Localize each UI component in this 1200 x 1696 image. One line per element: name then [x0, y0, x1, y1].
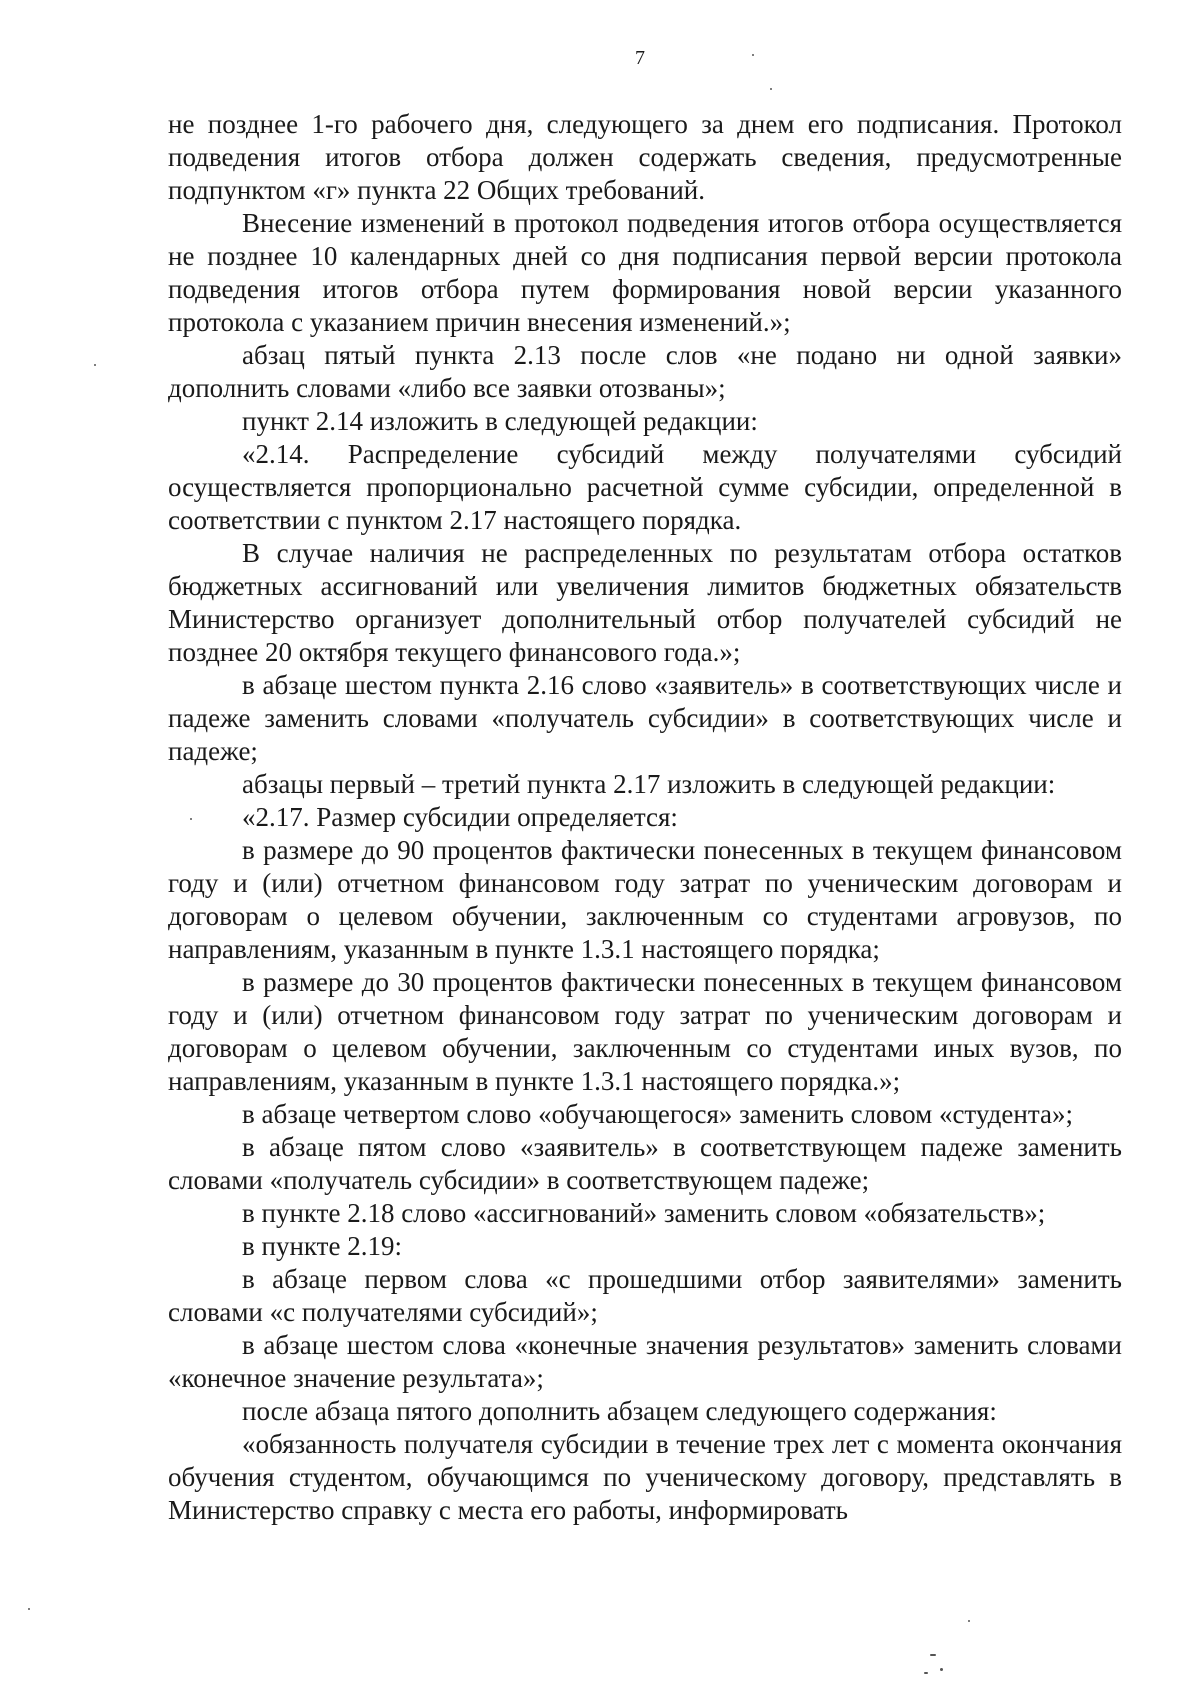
scan-speck [930, 1654, 936, 1656]
scan-speck [924, 1672, 928, 1674]
paragraph: в абзаце пятом слово «заявитель» в соответствующем падеже заменить словами «получатель субсидии» в соответствующем падеже; [168, 1132, 1122, 1195]
paragraph: не позднее 1-го рабочего дня, следующего за днем его подписания. Протокол подведения итогов отбора должен содержать сведения, предусмотренные подпунктом «г» пункта 22 Общих требований. [168, 109, 1122, 205]
scan-speck [28, 1608, 30, 1610]
paragraph: Внесение изменений в протокол подведения итогов отбора осуществляется не позднее 10 календарных дней со дня подписания первой версии протокола подведения итогов отбора путем формирования новой версии указанного протокола с указанием причин внесения изменений.»; [168, 208, 1122, 337]
paragraph: в абзаце первом слова «с прошедшими отбор заявителями» заменить словами «с получателями субсидий»; [168, 1264, 1122, 1327]
paragraph: после абзаца пятого дополнить абзацем следующего содержания: [242, 1396, 997, 1426]
scan-speck [770, 88, 772, 90]
scan-speck [190, 818, 192, 820]
scan-speck [940, 1668, 943, 1671]
page-number: 7 [635, 47, 645, 69]
paragraph: в абзаце четвертом слово «обучающегося» заменить словом «студента»; [242, 1099, 1073, 1129]
paragraph: «2.17. Размер субсидии определяется: [242, 802, 678, 832]
paragraph: в размере до 30 процентов фактически понесенных в текущем финансовом году и (или) отчетном финансовом году затрат по ученическим договорам и договорам о целевом обучении, заключенным со студентами иных вузов, по направлениям, указанным в пункте 1.3.1 настоящего порядка.»; [168, 967, 1122, 1096]
paragraph: «2.14. Распределение субсидий между получателями субсидий осуществляется пропорционально расчетной сумме субсидии, определенной в соответствии с пунктом 2.17 настоящего порядка. [168, 439, 1122, 535]
paragraph: в абзаце шестом пункта 2.16 слово «заявитель» в соответствующих числе и падеже заменить словами «получатель субсидии» в соответствующих числе и падеже; [168, 670, 1122, 766]
paragraph: абзацы первый – третий пункта 2.17 изложить в следующей редакции: [242, 769, 1056, 799]
paragraph: в пункте 2.18 слово «ассигнований» заменить словом «обязательств»; [242, 1198, 1046, 1228]
scan-speck [968, 1620, 970, 1622]
paragraph: в пункте 2.19: [242, 1231, 402, 1261]
paragraph: в размере до 90 процентов фактически понесенных в текущем финансовом году и (или) отчетном финансовом году затрат по ученическим договорам и договорам о целевом обучении, заключенным со студентами агровузов, по направлениям, указанным в пункте 1.3.1 настоящего порядка; [168, 835, 1122, 964]
paragraph: «обязанность получателя субсидии в течение трех лет с момента окончания обучения студентом, обучающимся по ученическому договору, представлять в Министерство справку с места его работы, информировать [168, 1429, 1122, 1525]
paragraph: В случае наличия не распределенных по результатам отбора остатков бюджетных ассигнований или увеличения лимитов бюджетных обязательств Министерство организует дополнительный отбор получателей субсидий не позднее 20 октября текущего финансового года.»; [168, 538, 1122, 667]
paragraph: в абзаце шестом слова «конечные значения результатов» заменить словами «конечное значение результата»; [168, 1330, 1122, 1393]
paragraph: абзац пятый пункта 2.13 после слов «не подано ни одной заявки» дополнить словами «либо все заявки отозваны»; [168, 340, 1122, 403]
scan-speck [94, 364, 96, 366]
paragraph: пункт 2.14 изложить в следующей редакции: [242, 406, 758, 436]
document-body [168, 108, 1122, 1527]
scan-speck [752, 54, 754, 56]
